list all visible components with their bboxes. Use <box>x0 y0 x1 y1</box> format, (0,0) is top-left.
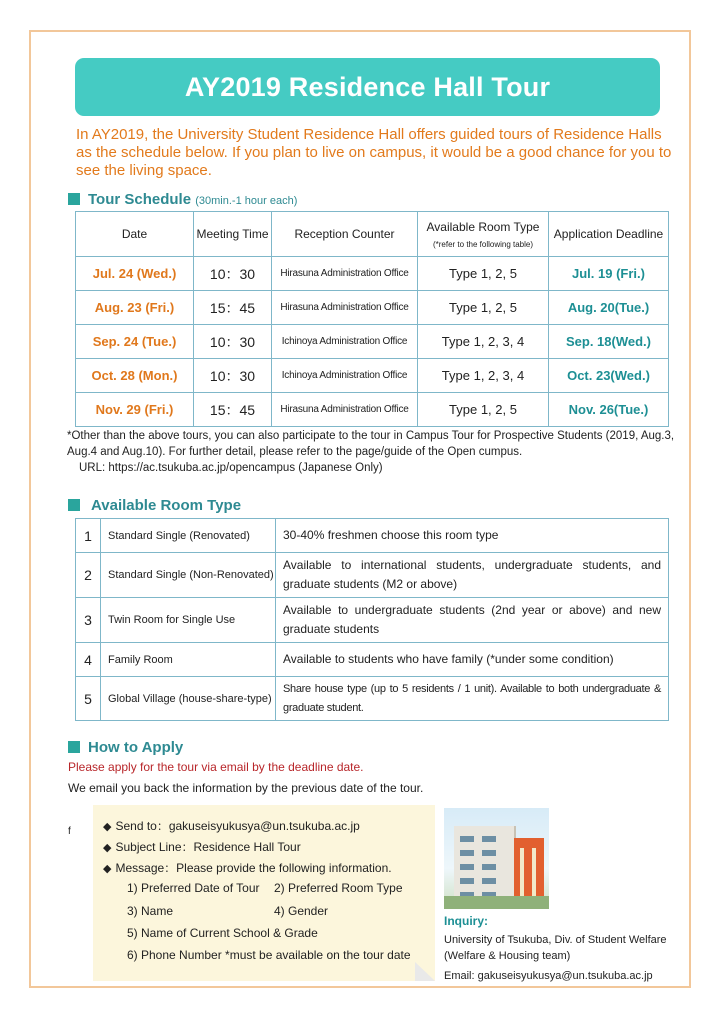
table-row <box>76 291 669 325</box>
reception-counter: Hirasuna Administration Office <box>272 257 418 291</box>
diamond-bullet-icon: ◆ <box>103 821 112 833</box>
meeting-time: 10：30 <box>194 257 272 291</box>
send-to-line: ◆ Send to：gakuseisyukusya@un.tsukuba.ac.jp <box>103 819 360 833</box>
room-description: Available to undergraduate students (2nd year or above) and new graduate students <box>276 598 669 643</box>
room-description: Available to students who have family (*under some condition) <box>276 643 669 677</box>
diamond-bullet-icon: ◆ <box>103 842 112 854</box>
inquiry-team: (Welfare & Housing team) <box>444 950 571 962</box>
room-name: Standard Single (Renovated) <box>101 519 276 553</box>
room-number: 2 <box>76 553 101 598</box>
room-name: Global Village (house-share-type) <box>101 677 276 721</box>
info-item: 2) Preferred Room Type <box>274 881 403 895</box>
room-type-table <box>75 518 669 721</box>
room-description: 30-40% freshmen choose this room type <box>276 519 669 553</box>
section-marker-icon <box>68 193 80 205</box>
apply-instruction: Please apply for the tour via email by the deadline date. <box>68 760 364 774</box>
reception-counter: Hirasuna Administration Office <box>272 393 418 427</box>
section-marker-icon <box>68 499 80 511</box>
col-header-time: Meeting Time <box>194 212 272 257</box>
subject-line: ◆ Subject Line：Residence Hall Tour <box>103 840 301 854</box>
reception-counter: Hirasuna Administration Office <box>272 291 418 325</box>
inquiry-email: Email: gakuseisyukusya@un.tsukuba.ac.jp <box>444 970 653 982</box>
opencampus-url: URL: https://ac.tsukuba.ac.jp/opencampus (Japanese Only) <box>79 462 383 474</box>
info-item: 6) Phone Number *must be available on the tour date <box>127 948 411 962</box>
inquiry-title: Inquiry: <box>444 914 488 928</box>
room-type: Type 1, 2, 5 <box>418 291 549 325</box>
table-header-row <box>76 212 669 257</box>
meeting-time: 10：30 <box>194 359 272 393</box>
meeting-time: 15：45 <box>194 393 272 427</box>
how-to-apply-heading: How to Apply <box>68 739 183 756</box>
deadline: Jul. 19 (Fri.) <box>549 257 669 291</box>
table-row <box>76 519 669 553</box>
page-title: AY2019 Residence Hall Tour <box>75 58 660 116</box>
table-row <box>76 677 669 721</box>
room-description: Share house type (up to 5 residents / 1 unit). Available to both undergraduate & graduate student. <box>276 677 669 721</box>
room-type: Type 1, 2, 3, 4 <box>418 359 549 393</box>
table-row <box>76 598 669 643</box>
room-number: 1 <box>76 519 101 553</box>
room-name: Family Room <box>101 643 276 677</box>
page-curl <box>415 962 435 981</box>
tour-date: Sep. 24 (Tue.) <box>76 325 194 359</box>
tour-schedule-table <box>75 211 669 427</box>
tour-date: Jul. 24 (Wed.) <box>76 257 194 291</box>
apply-details-box <box>93 805 435 981</box>
deadline: Nov. 26(Tue.) <box>549 393 669 427</box>
tour-date: Oct. 28 (Mon.) <box>76 359 194 393</box>
table-row <box>76 393 669 427</box>
table-row <box>76 553 669 598</box>
table-row <box>76 643 669 677</box>
room-number: 3 <box>76 598 101 643</box>
meeting-time: 15：45 <box>194 291 272 325</box>
diamond-bullet-icon: ◆ <box>103 863 112 875</box>
inquiry-details <box>444 932 684 984</box>
col-header-date: Date <box>76 212 194 257</box>
info-item: 1) Preferred Date of Tour <box>127 881 260 895</box>
col-header-deadline: Application Deadline <box>549 212 669 257</box>
col-header-room-type: Available Room Type (*refer to the following table) <box>418 212 549 257</box>
room-name: Twin Room for Single Use <box>101 598 276 643</box>
intro-text: In AY2019, the University Student Residence Hall offers guided tours of Residence Halls as the schedule below. If you plan to live on campus, it would be a good chance for you to see the living space. <box>76 126 672 179</box>
message-line: ◆ Message：Please provide the following information. <box>103 861 392 875</box>
apply-reply-note: We email you back the information by the previous date of the tour. <box>68 781 424 795</box>
section-marker-icon <box>68 741 80 753</box>
room-description: Available to international students, undergraduate students, and graduate students (M2 or above) <box>276 553 669 598</box>
inquiry-department: University of Tsukuba, Div. of Student Welfare <box>444 934 667 946</box>
tour-date: Nov. 29 (Fri.) <box>76 393 194 427</box>
room-type: Type 1, 2, 5 <box>418 393 549 427</box>
room-number: 5 <box>76 677 101 721</box>
reception-counter: Ichinoya Administration Office <box>272 359 418 393</box>
tour-schedule-subheading: (30min.-1 hour each) <box>195 195 298 207</box>
col-header-counter: Reception Counter <box>272 212 418 257</box>
info-item: 5) Name of Current School & Grade <box>127 926 318 940</box>
tour-schedule-heading: Tour Schedule (30min.-1 hour each) <box>68 191 297 208</box>
deadline: Aug. 20(Tue.) <box>549 291 669 325</box>
room-type-heading: Available Room Type <box>68 497 241 514</box>
table-row <box>76 359 669 393</box>
deadline: Sep. 18(Wed.) <box>549 325 669 359</box>
meeting-time: 10：30 <box>194 325 272 359</box>
room-type: Type 1, 2, 3, 4 <box>418 325 549 359</box>
residence-hall-photo <box>444 808 549 909</box>
info-item: 3) Name <box>127 904 174 918</box>
deadline: Oct. 23(Wed.) <box>549 359 669 393</box>
info-item: 4) Gender <box>274 904 329 918</box>
schedule-footnote: *Other than the above tours, you can also participate to the tour in Campus Tour for Prospective Students (2019, Aug.3, Aug.4 and Aug.10). For further detail, please refer to the page/guide of the Open cumpus. URL: https://ac.tsukuba.ac.jp/opencampus (Japanese Only) <box>67 428 677 476</box>
table-row <box>76 257 669 291</box>
tour-date: Aug. 23 (Fri.) <box>76 291 194 325</box>
table-row <box>76 325 669 359</box>
stray-mark: f <box>68 826 71 837</box>
reception-counter: Ichinoya Administration Office <box>272 325 418 359</box>
room-type: Type 1, 2, 5 <box>418 257 549 291</box>
room-name: Standard Single (Non-Renovated) <box>101 553 276 598</box>
room-number: 4 <box>76 643 101 677</box>
